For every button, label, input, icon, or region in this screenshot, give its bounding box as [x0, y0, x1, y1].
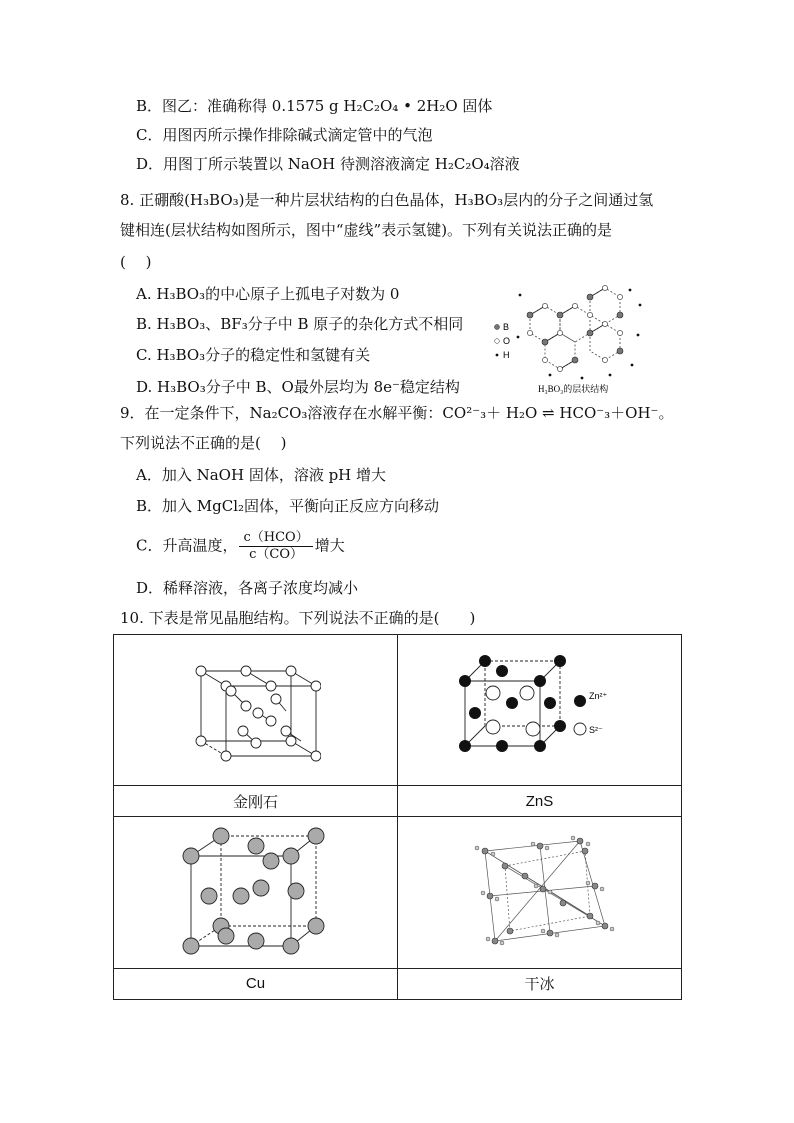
q8-option-c: C. H₃BO₃分子的稳定性和氢键有关 — [136, 346, 371, 364]
q9-stem-line2: 下列说法不正确的是( ) — [120, 434, 287, 452]
cell-label-dry-ice: 干冰 — [398, 968, 682, 999]
hydrogen-legend-icon — [496, 354, 499, 357]
q9-option-c-suffix: 增大 — [314, 536, 345, 555]
q9-option-c-fraction — [239, 530, 312, 563]
diamond-cell-figure — [114, 635, 398, 786]
legend-b: B — [503, 322, 510, 332]
q8-stem-line3: ( ) — [120, 253, 152, 271]
q8-stem-line1: 8. 正硼酸(H₃BO₃)是一种片层状结构的白色晶体，H₃BO₃层内的分子之间通过氢 — [120, 191, 654, 209]
h3bo3-layer-figure — [490, 275, 660, 400]
zns-cell-figure — [398, 635, 682, 786]
zns-unit-cell — [455, 651, 625, 766]
diamond-unit-cell — [191, 651, 321, 766]
q8-option-b: B. H₃BO₃、BF₃分子中 B 原子的杂化方式不相同 — [136, 315, 464, 333]
zn-legend-label: Zn²⁺ — [588, 690, 607, 701]
q7-option-b: B．图乙：准确称得 0.1575 g H₂C₂O₄ • 2H₂O 固体 — [136, 97, 493, 115]
h3bo3-caption: H₃BO₃的层状结构 — [538, 384, 609, 394]
zn-legend-icon — [574, 695, 586, 707]
fraction-numerator: c（HCO） — [239, 530, 312, 547]
q7-option-d: D．用图丁所示装置以 NaOH 待测溶液滴定 H₂C₂O₄溶液 — [136, 155, 520, 173]
q7-option-c: C．用图丙所示操作排除碱式滴定管中的气泡 — [136, 126, 433, 144]
q9-option-c — [136, 530, 345, 563]
q9-option-b: B．加入 MgCl₂固体，平衡向正反应方向移动 — [136, 497, 440, 515]
fraction-denominator: c（CO） — [249, 547, 304, 562]
dry-ice-cell-figure — [398, 817, 682, 968]
crystal-cell-table — [113, 634, 682, 1000]
s-legend-icon — [574, 723, 586, 735]
s-legend-label: S²⁻ — [588, 724, 603, 735]
cu-unit-cell — [181, 826, 331, 956]
cu-cell-figure — [114, 817, 398, 968]
q8-option-a: A. H₃BO₃的中心原子上孤电子对数为 0 — [136, 285, 400, 303]
q8-stem-line2: 键相连(层状结构如图所示，图中“虚线”表示氢键)。下列有关说法正确的是 — [120, 221, 613, 239]
q10-stem: 10. 下表是常见晶胞结构。下列说法不正确的是( ) — [120, 609, 476, 627]
q9-option-c-prefix: C．升高温度， — [136, 536, 238, 555]
q9-option-d: D．稀释溶液，各离子浓度均减小 — [136, 579, 359, 597]
oxygen-legend-icon — [495, 339, 500, 344]
q9-stem-line1: 9．在一定条件下，Na₂CO₃溶液存在水解平衡：CO²⁻₃＋ H₂O ⇌ HCO⁻₃＋OH⁻。 — [120, 404, 674, 422]
cell-label-diamond: 金刚石 — [114, 786, 398, 817]
dry-ice-unit-cell — [465, 831, 615, 951]
cell-label-zns: ZnS — [398, 786, 682, 817]
cell-label-cu: Cu — [114, 968, 398, 999]
q9-option-a: A．加入 NaOH 固体，溶液 pH 增大 — [136, 466, 387, 484]
q8-option-d: D. H₃BO₃分子中 B、O最外层均为 8e⁻稳定结构 — [136, 378, 460, 396]
legend-h: H — [503, 350, 510, 360]
legend-o: O — [503, 336, 511, 346]
boron-legend-icon — [495, 325, 500, 330]
